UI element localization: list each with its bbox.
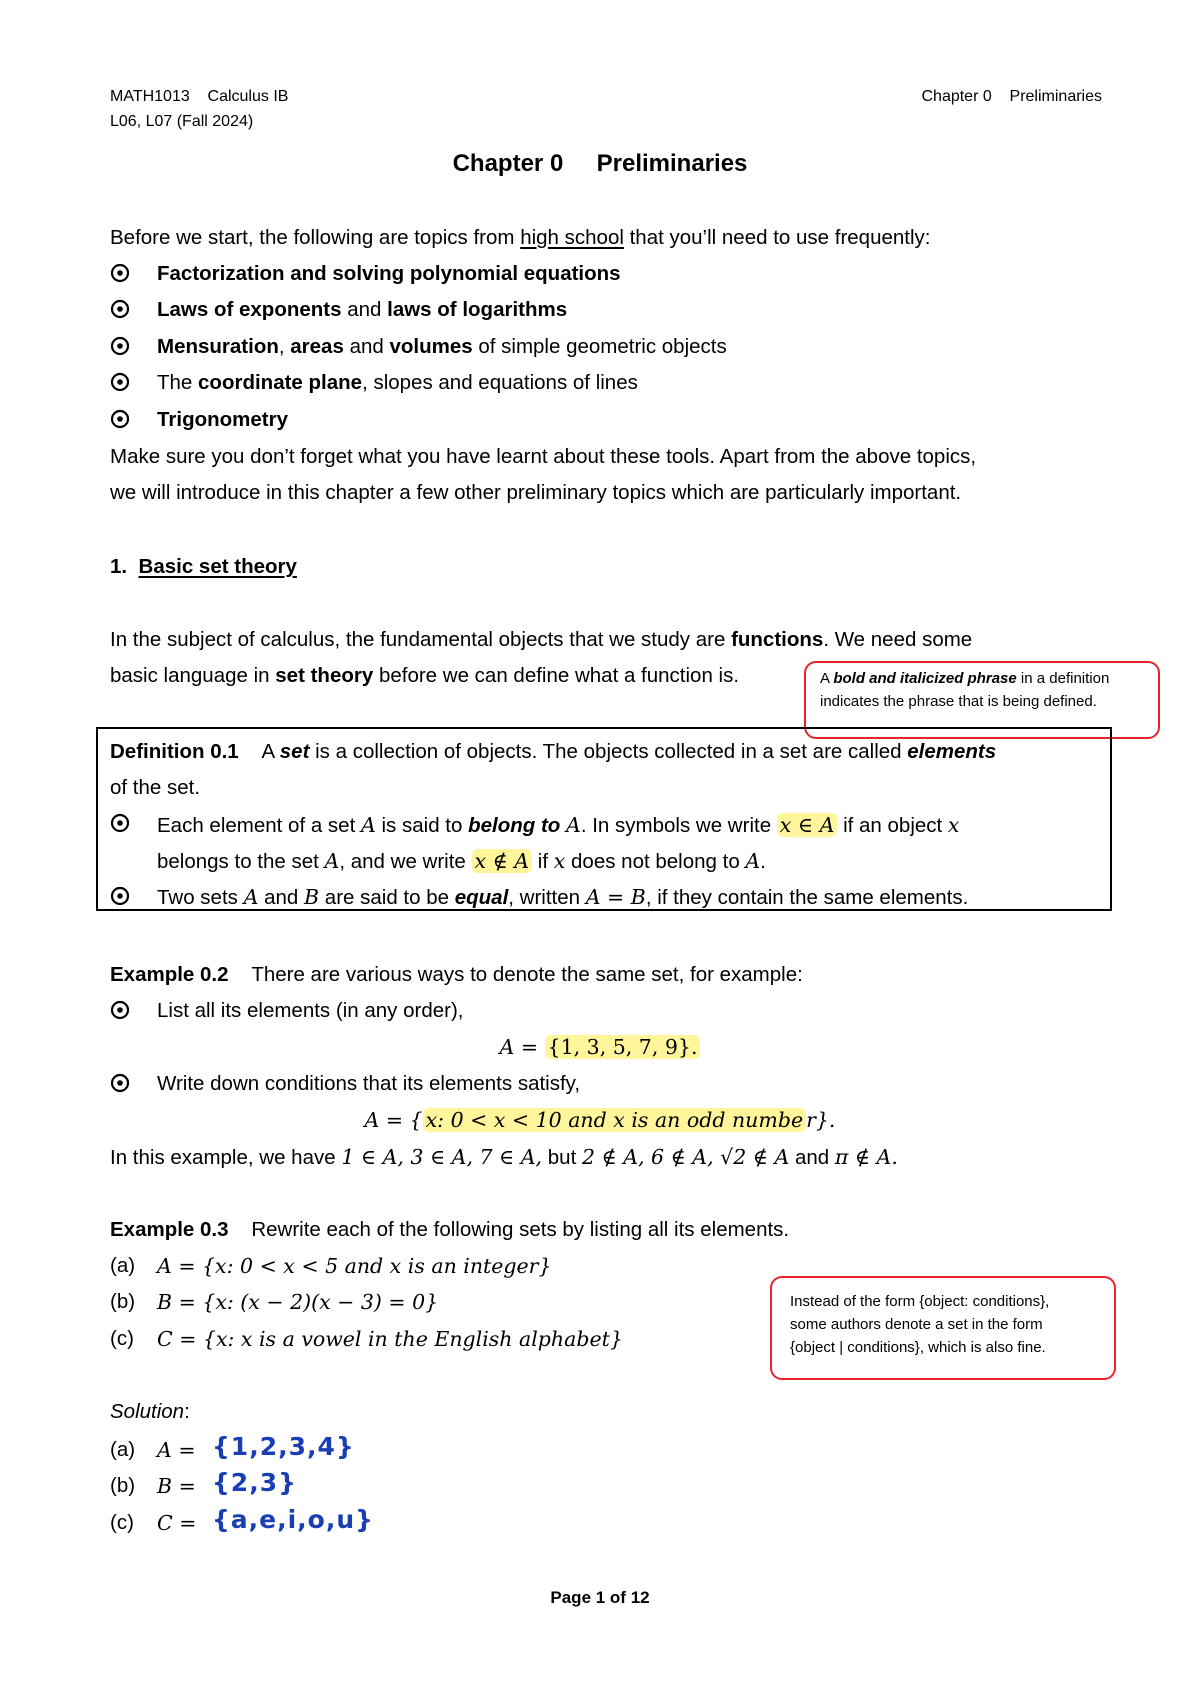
def-b1-e: if an object: [837, 814, 948, 837]
def-b3-c: are said to be: [319, 886, 455, 909]
handwritten-answer: {1,2,3,4}: [212, 1432, 355, 1461]
def-b1-A2: A: [566, 813, 581, 837]
intro-underlined: high school: [520, 226, 624, 249]
def-b2-b: , and we write: [339, 850, 472, 873]
def-term-elements: elements: [907, 740, 997, 763]
example-3-label: Example 0.3: [110, 1218, 229, 1241]
answer-tag: (a): [110, 1438, 136, 1461]
handwritten-answer: {a,e,i,o,u}: [212, 1505, 374, 1534]
p2-a: basic language in: [110, 664, 276, 687]
note2-line3: {object | conditions}, which is also fine.: [790, 1339, 1046, 1356]
note2-line2: some authors denote a set in the form: [790, 1316, 1043, 1333]
def-b1-highlight: x ∈ A: [777, 813, 838, 837]
answer-tag: (b): [110, 1474, 136, 1497]
section-paragraph-2: [110, 664, 739, 688]
topic-item: [157, 335, 727, 359]
set-expression: B = {x: (x − 2)(x − 3) = 0}: [157, 1290, 439, 1314]
example-2-equation-1: [0, 1035, 1200, 1060]
example-2-bullet-2: Write down conditions that its elements satisfy,: [157, 1072, 581, 1095]
topic-text: Trigonometry: [157, 408, 288, 431]
def-b1-a: Each element of a set: [157, 814, 361, 837]
eq2-lhs: A = {: [364, 1108, 423, 1132]
summary-math-1: 1 ∈ A, 3 ∈ A, 7 ∈ A,: [341, 1145, 543, 1169]
topic-text: laws of logarithms: [387, 298, 568, 321]
circled-dot-icon: [110, 263, 132, 285]
topic-text: coordinate plane: [198, 371, 363, 394]
circled-dot-icon: [110, 813, 132, 835]
definition-label: Definition 0.1: [110, 740, 239, 763]
topic-text: Laws of exponents: [157, 298, 342, 321]
topic-item: [157, 408, 288, 432]
definition-bullet-2: [157, 885, 968, 910]
header-chapter-label: Chapter 0: [921, 88, 992, 105]
circled-dot-icon: [110, 372, 132, 394]
topic-text: of simple geometric objects: [472, 335, 727, 358]
summary-b: but: [542, 1146, 582, 1169]
eq2-highlight: x: 0 < x < 10 and x is an odd numbe: [423, 1108, 807, 1132]
answer-lhs: C =: [157, 1511, 197, 1535]
solution-label: [110, 1400, 190, 1424]
note1-rest: in a definition: [1016, 670, 1110, 687]
def-b2-e: .: [760, 850, 766, 873]
example-2-label: Example 0.2: [110, 963, 229, 986]
def-b1-x: x: [947, 813, 960, 837]
circled-dot-icon: [110, 886, 132, 908]
topic-text: Mensuration: [157, 335, 279, 358]
def-b3-B: B: [304, 885, 320, 909]
solution-colon: :: [184, 1400, 190, 1423]
topic-text: The: [157, 371, 199, 394]
p1-b: functions: [731, 628, 824, 651]
topic-item: [157, 298, 567, 322]
circled-dot-icon: [110, 409, 132, 431]
page-number: Page 1 of 12: [550, 1588, 650, 1607]
course-code: MATH1013: [110, 88, 190, 105]
handwritten-answer: {2,3}: [212, 1468, 297, 1497]
def-b2-a: belongs to the set: [157, 850, 325, 873]
intro-paragraph: [110, 226, 930, 250]
definition-line-1: [110, 740, 996, 764]
definition-line-2: of the set.: [110, 776, 201, 799]
set-expression: A = {x: 0 < x < 5 and x is an integer}: [157, 1254, 552, 1278]
section-heading: [110, 555, 297, 579]
topic-text: ,: [278, 335, 291, 358]
p2-b: set theory: [275, 664, 374, 687]
def-b2-x: x: [553, 849, 566, 873]
note1-line2: indicates the phrase that is being defined.: [820, 693, 1097, 710]
intro-after: that you’ll need to use frequently:: [623, 226, 931, 249]
item-tag: (a): [110, 1254, 136, 1277]
def-term-belong: belong to: [468, 814, 561, 837]
set-expression: C = {x: x is a vowel in the English alphabet}: [157, 1327, 623, 1351]
circled-dot-icon: [110, 1073, 132, 1095]
def-b3-b: and: [258, 886, 305, 909]
eq2-rest: r}.: [806, 1108, 836, 1132]
topic-text: , slopes and equations of lines: [362, 371, 638, 394]
note1-line1: [820, 667, 1144, 690]
def-b2-c: if: [532, 850, 554, 873]
example-2-equation-2: [0, 1108, 1200, 1133]
example-3-intro: [110, 1218, 789, 1242]
note2-line1: Instead of the form {object: conditions},: [790, 1293, 1050, 1310]
def-term-equal: equal: [454, 886, 509, 909]
example-2-summary: [110, 1145, 898, 1170]
def-b3-a: Two sets: [157, 886, 244, 909]
note1-emph: bold and italicized phrase: [833, 670, 1017, 687]
intro-closing-2: we will introduce in this chapter a few other preliminary topics which are particularly important.: [110, 481, 962, 504]
eq1-highlight: {1, 3, 5, 7, 9}.: [545, 1035, 701, 1059]
course-name: Calculus IB: [207, 88, 289, 105]
header-sections: L06, L07 (Fall 2024): [110, 113, 254, 130]
solution-label-text: Solution: [110, 1400, 185, 1423]
title-name: Preliminaries: [596, 150, 748, 177]
summary-a: In this example, we have: [110, 1146, 342, 1169]
p2-c: before we can define what a function is.: [373, 664, 740, 687]
item-tag: (c): [110, 1327, 134, 1350]
def-l1-a: A: [261, 740, 280, 763]
margin-note-notation: [770, 1276, 1116, 1380]
def-b3-e: , if they contain the same elements.: [645, 886, 969, 909]
topic-text: and: [341, 298, 388, 321]
summary-c: and: [789, 1146, 835, 1169]
topic-text: volumes: [389, 335, 473, 358]
def-l1-b: is a collection of objects. The objects collected in a set are called: [309, 740, 908, 763]
answer-lhs: A =: [157, 1438, 196, 1462]
section-title: Basic set theory: [138, 555, 297, 578]
page-title: [0, 150, 1200, 178]
circled-dot-icon: [110, 1000, 132, 1022]
topic-text: and: [343, 335, 390, 358]
def-b1-d: . In symbols we write: [580, 814, 777, 837]
answer-lhs: B =: [157, 1474, 196, 1498]
def-b2-d: does not belong to: [565, 850, 746, 873]
example-3-text: Rewrite each of the following sets by listing all its elements.: [251, 1218, 790, 1241]
section-number: 1.: [110, 555, 128, 578]
p1-c: . We need some: [823, 628, 973, 651]
def-b3-A: A: [243, 885, 259, 909]
summary-math-2: 2 ∉ A, 6 ∉ A, √2 ∉ A: [581, 1145, 790, 1169]
intro-closing-1: Make sure you don’t forget what you have learnt about these tools. Apart from the above topics,: [110, 445, 977, 468]
summary-math-3: π ∉ A.: [834, 1145, 898, 1169]
header-chapter-name: Preliminaries: [1009, 88, 1102, 105]
circled-dot-icon: [110, 299, 132, 321]
topic-item: [157, 371, 638, 395]
definition-bullet-1: [157, 813, 959, 838]
header-chapter: [921, 88, 1102, 106]
def-b1-b: is said to: [375, 814, 469, 837]
def-b1-A: A: [360, 813, 376, 837]
def-b2-highlight: x ∉ A: [472, 849, 533, 873]
def-term-set: set: [279, 740, 310, 763]
def-b2-A2: A: [745, 849, 761, 873]
answer-tag: (c): [110, 1511, 134, 1534]
topic-item: [157, 262, 621, 286]
def-b3-d: , written: [508, 886, 586, 909]
definition-bullet-1-cont: [157, 849, 766, 874]
p1-a: In the subject of calculus, the fundamental objects that we study are: [110, 628, 732, 651]
eq1-lhs: A =: [499, 1035, 545, 1059]
topic-text: Factorization and solving polynomial equations: [157, 262, 621, 285]
section-paragraph-1: [110, 628, 972, 652]
topic-text: areas: [290, 335, 344, 358]
item-tag: (b): [110, 1290, 136, 1313]
def-b2-A: A: [324, 849, 340, 873]
example-2-intro: [110, 963, 803, 987]
def-b3-eq: A = B: [585, 885, 646, 909]
example-2-text: There are various ways to denote the same set, for example:: [251, 963, 803, 986]
note1-lead: A: [820, 670, 834, 687]
title-chapter: Chapter 0: [452, 150, 564, 177]
header-course: [110, 88, 288, 106]
circled-dot-icon: [110, 336, 132, 358]
example-2-bullet-1: List all its elements (in any order),: [157, 999, 464, 1022]
intro-before: Before we start, the following are topics from: [110, 226, 521, 249]
